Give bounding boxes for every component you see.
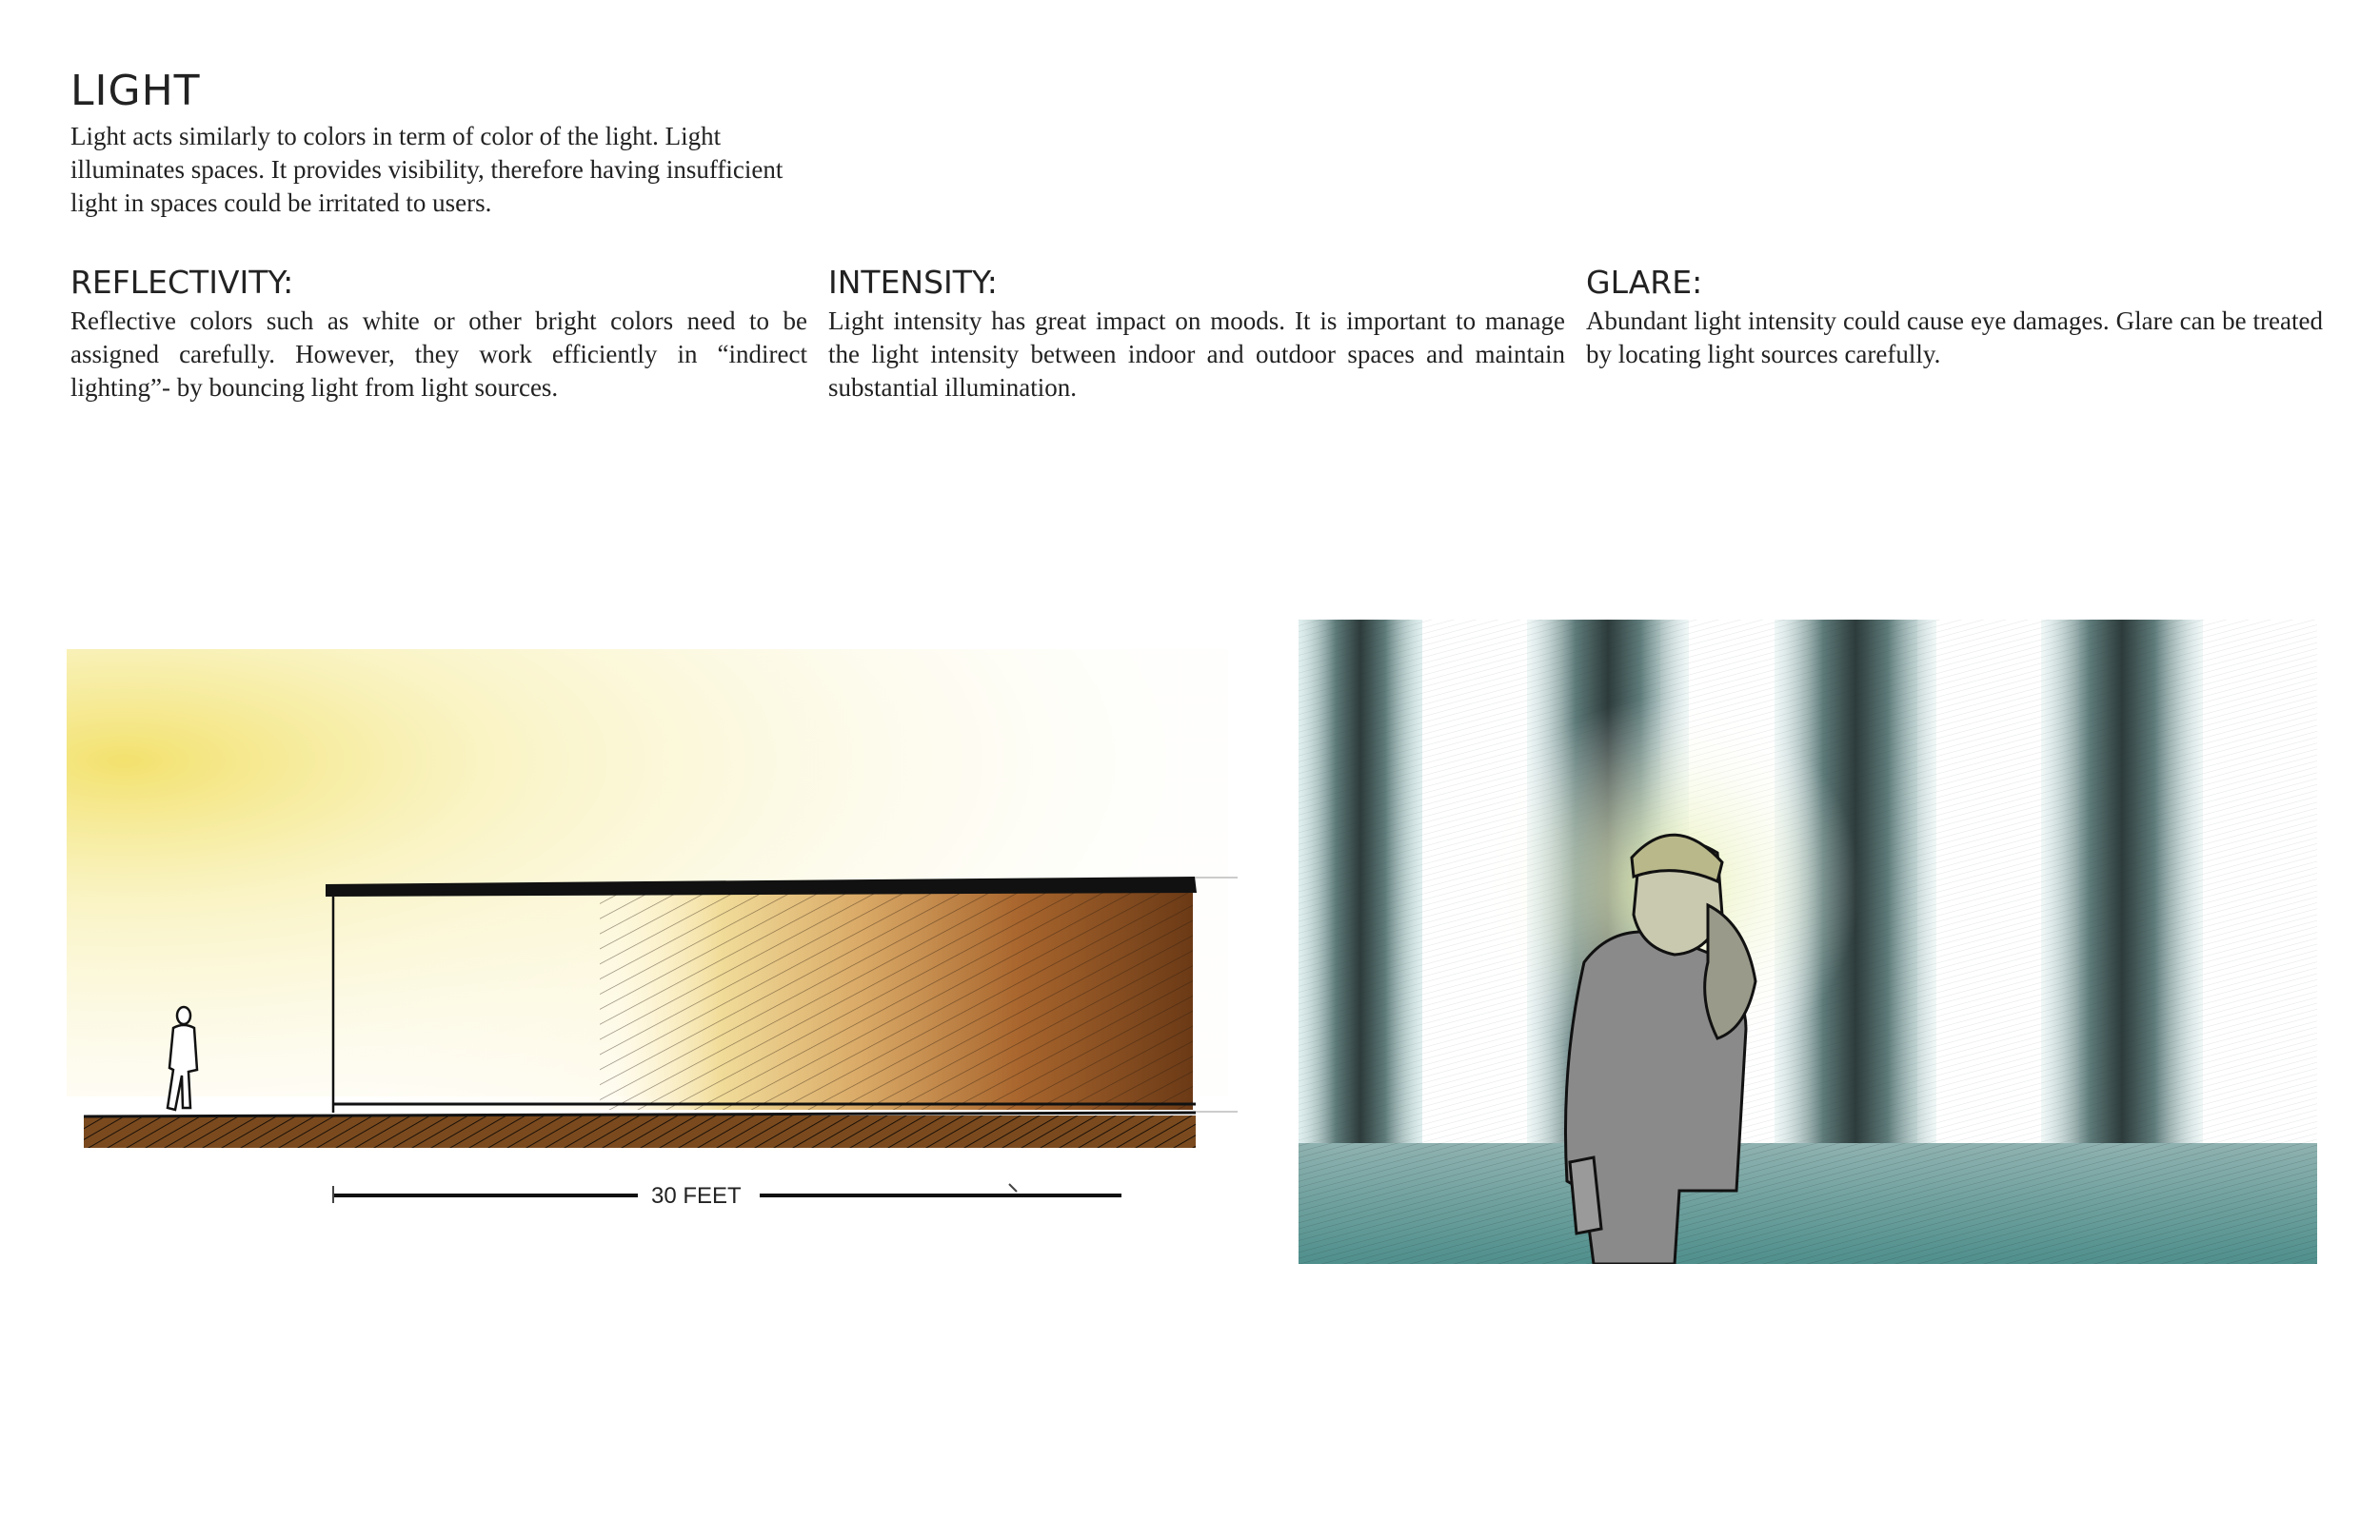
intensity-heading: INTENSITY: bbox=[828, 264, 998, 301]
floor-hatching bbox=[1299, 1143, 2317, 1264]
intensity-section bbox=[828, 263, 1565, 405]
page-title: LIGHT bbox=[70, 67, 201, 115]
wall-hatching bbox=[600, 891, 1193, 1110]
reflectivity-text: Reflective colors such as white or other bright colors need to be assigned carefully. However, they work efficiently in “indirect lighting”- by bouncing light from light sources. bbox=[70, 306, 807, 402]
scale-bar bbox=[333, 1183, 1121, 1209]
glare-heading: GLARE: bbox=[1586, 264, 1703, 301]
section-sketch bbox=[67, 643, 1247, 1224]
scale-label: 30 FEET bbox=[651, 1183, 742, 1209]
intensity-text: Light intensity has great impact on moods. It is important to manage the light intensity between indoor and outdoor spaces and maintain substantial illumination. bbox=[828, 306, 1565, 402]
reflectivity-heading: REFLECTIVITY: bbox=[70, 264, 294, 301]
intro-text: Light acts similarly to colors in term of color of the light. Light illuminates spaces. It provides visibility, therefore having insufficient light in spaces could be irritated to users. bbox=[70, 122, 783, 217]
glare-sketch bbox=[1299, 620, 2317, 1264]
intro-section bbox=[70, 67, 832, 220]
reflectivity-section bbox=[70, 263, 807, 405]
glare-section bbox=[1586, 263, 2323, 371]
glare-text: Abundant light intensity could cause eye damages. Glare can be treated by locating light sources carefully. bbox=[1586, 306, 2323, 368]
ground-hatching bbox=[84, 1116, 1196, 1148]
